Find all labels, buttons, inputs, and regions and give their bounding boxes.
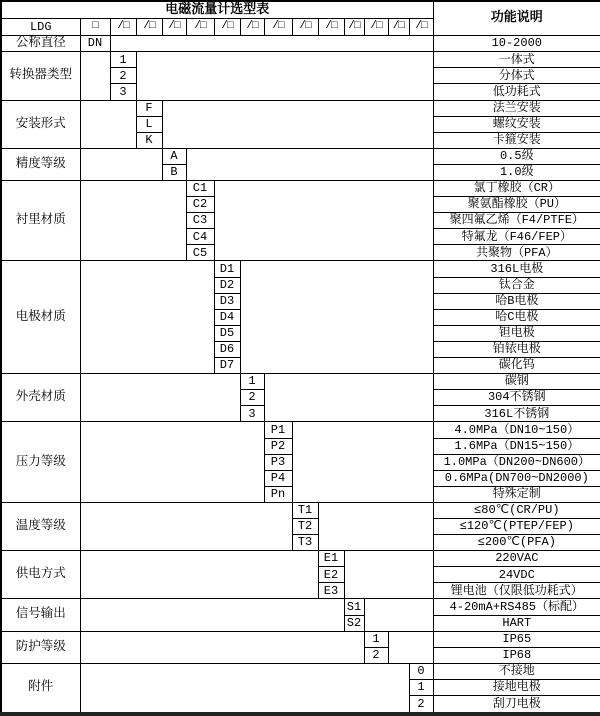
- model-code-box: /□: [388, 19, 409, 35]
- option-code: D5: [214, 325, 240, 341]
- option-description: 哈C电极: [433, 309, 600, 325]
- category-label: 衬里材质: [1, 181, 80, 261]
- option-code: D1: [214, 261, 240, 277]
- option-code: P2: [264, 438, 292, 454]
- option-code: P4: [264, 470, 292, 486]
- category-label: 电极材质: [1, 261, 80, 374]
- option-code: L: [136, 116, 162, 132]
- option-description: 聚四氟乙烯（F4/PTFE）: [433, 213, 600, 229]
- option-code: 1: [364, 631, 388, 647]
- grid-filler: [240, 261, 433, 374]
- category-label: 安装形式: [1, 100, 80, 148]
- option-description: 不接地: [433, 663, 600, 679]
- option-code: 2: [409, 696, 433, 714]
- grid-filler: [388, 631, 433, 663]
- category-label: 供电方式: [1, 551, 80, 599]
- model-code-box: /□: [318, 19, 344, 35]
- option-code: P1: [264, 422, 292, 438]
- grid-filler: [186, 148, 433, 180]
- option-description: 316L电极: [433, 261, 600, 277]
- option-code: S1: [344, 599, 364, 615]
- grid-filler: [80, 52, 110, 100]
- grid-filler: [264, 374, 433, 422]
- model-code-box: /□: [344, 19, 364, 35]
- option-code: S2: [344, 615, 364, 631]
- option-description: 1.6MPa（DN15~150）: [433, 438, 600, 454]
- model-code-box: /□: [409, 19, 433, 35]
- category-label: 温度等级: [1, 502, 80, 550]
- option-description: 特氟龙（F46/FEP）: [433, 229, 600, 245]
- grid-filler: [162, 100, 433, 148]
- option-description: 碳化钨: [433, 358, 600, 374]
- grid-filler: [80, 551, 318, 599]
- option-description: 1.0MPa（DN200~DN600）: [433, 454, 600, 470]
- option-code: E2: [318, 567, 344, 583]
- model-code-box: □: [80, 19, 110, 35]
- table-title: 电磁流量计选型表: [1, 1, 433, 19]
- option-description: IP65: [433, 631, 600, 647]
- option-code: C2: [186, 197, 214, 213]
- option-description: 刮刀电极: [433, 696, 600, 714]
- option-code: D2: [214, 277, 240, 293]
- option-code: K: [136, 132, 162, 148]
- grid-filler: [80, 631, 364, 663]
- option-code: 3: [110, 84, 136, 100]
- option-description: 钽电极: [433, 325, 600, 341]
- option-description: 304不锈钢: [433, 390, 600, 406]
- grid-filler: [80, 502, 292, 550]
- option-description: 聚氨酯橡胶（PU）: [433, 197, 600, 213]
- grid-filler: [364, 599, 433, 631]
- model-code-box: /□: [264, 19, 292, 35]
- option-description: HART: [433, 615, 600, 631]
- option-description: 低功耗式: [433, 84, 600, 100]
- option-description: 4.0MPa（DN10~150）: [433, 422, 600, 438]
- option-description: 接地电极: [433, 679, 600, 695]
- option-description: 316L不锈钢: [433, 406, 600, 422]
- option-code: E3: [318, 583, 344, 599]
- option-description: 0.6MPa(DN700~DN2000): [433, 470, 600, 486]
- grid-filler: [214, 181, 433, 261]
- grid-filler: [318, 502, 433, 550]
- option-description: ≤120℃(PTEP/FEP): [433, 518, 600, 534]
- option-description: 哈B电极: [433, 293, 600, 309]
- option-code: C5: [186, 245, 214, 261]
- option-description: IP68: [433, 647, 600, 663]
- grid-filler: [80, 663, 409, 714]
- option-description: 0.5级: [433, 148, 600, 164]
- option-code: T3: [292, 535, 318, 551]
- category-label: 防护等级: [1, 631, 80, 663]
- category-label: 压力等级: [1, 422, 80, 502]
- option-description: 氯丁橡胶（CR）: [433, 181, 600, 197]
- option-code: 1: [110, 52, 136, 68]
- option-code: DN: [80, 35, 110, 52]
- option-description: 法兰安装: [433, 100, 600, 116]
- option-description: 锂电池（仅限低功耗式）: [433, 583, 600, 599]
- option-description: ≤200℃(PFA): [433, 535, 600, 551]
- option-description: ≤80℃(CR/PU): [433, 502, 600, 518]
- option-code: 1: [409, 679, 433, 695]
- option-code: T1: [292, 502, 318, 518]
- option-code: 2: [240, 390, 264, 406]
- grid-filler: [136, 52, 433, 100]
- model-code-box: /□: [136, 19, 162, 35]
- option-code: D6: [214, 341, 240, 357]
- grid-filler: [80, 100, 136, 148]
- option-code: D7: [214, 358, 240, 374]
- option-description: 钛合金: [433, 277, 600, 293]
- grid-filler: [80, 148, 162, 180]
- grid-filler: [80, 599, 344, 631]
- grid-filler: [80, 181, 186, 261]
- model-code-box: /□: [214, 19, 240, 35]
- category-label: 转换器类型: [1, 52, 80, 100]
- model-prefix: LDG: [1, 19, 80, 35]
- option-description: 螺纹安装: [433, 116, 600, 132]
- model-code-box: /□: [364, 19, 388, 35]
- grid-filler: [80, 422, 264, 502]
- option-code: 1: [240, 374, 264, 390]
- option-code: A: [162, 148, 186, 164]
- grid-filler: [80, 374, 240, 422]
- option-code: 3: [240, 406, 264, 422]
- option-code: B: [162, 164, 186, 180]
- option-code: C4: [186, 229, 214, 245]
- category-label: 信号输出: [1, 599, 80, 631]
- option-code: T2: [292, 518, 318, 534]
- option-description: 卡箍安装: [433, 132, 600, 148]
- option-code: P3: [264, 454, 292, 470]
- grid-filler: [344, 551, 433, 599]
- option-code: E1: [318, 551, 344, 567]
- category-label: 精度等级: [1, 148, 80, 180]
- option-code: 2: [110, 68, 136, 84]
- option-description: 4-20mA+RS485（标配）: [433, 599, 600, 615]
- option-description: 一体式: [433, 52, 600, 68]
- category-label: 公称直径: [1, 35, 80, 52]
- option-code: C3: [186, 213, 214, 229]
- option-code: D4: [214, 309, 240, 325]
- option-description: 220VAC: [433, 551, 600, 567]
- option-code: C1: [186, 181, 214, 197]
- option-code: F: [136, 100, 162, 116]
- option-description: 共聚物（PFA）: [433, 245, 600, 261]
- option-code: 2: [364, 647, 388, 663]
- option-description: 特殊定制: [433, 486, 600, 502]
- option-code: Pn: [264, 486, 292, 502]
- grid-filler: [110, 35, 433, 52]
- model-code-box: /□: [292, 19, 318, 35]
- option-code: D3: [214, 293, 240, 309]
- model-code-box: /□: [162, 19, 186, 35]
- option-description: 分体式: [433, 68, 600, 84]
- option-description: 碳钢: [433, 374, 600, 390]
- grid-filler: [80, 261, 214, 374]
- model-code-box: /□: [110, 19, 136, 35]
- category-label: 附件: [1, 663, 80, 714]
- option-description: 24VDC: [433, 567, 600, 583]
- option-description: 10-2000: [433, 35, 600, 52]
- model-code-box: /□: [186, 19, 214, 35]
- grid-filler: [292, 422, 433, 502]
- option-code: 0: [409, 663, 433, 679]
- category-label: 外壳材质: [1, 374, 80, 422]
- model-code-box: /□: [240, 19, 264, 35]
- option-description: 1.0级: [433, 164, 600, 180]
- option-description: 铂铱电极: [433, 341, 600, 357]
- function-column-header: 功能说明: [433, 1, 600, 35]
